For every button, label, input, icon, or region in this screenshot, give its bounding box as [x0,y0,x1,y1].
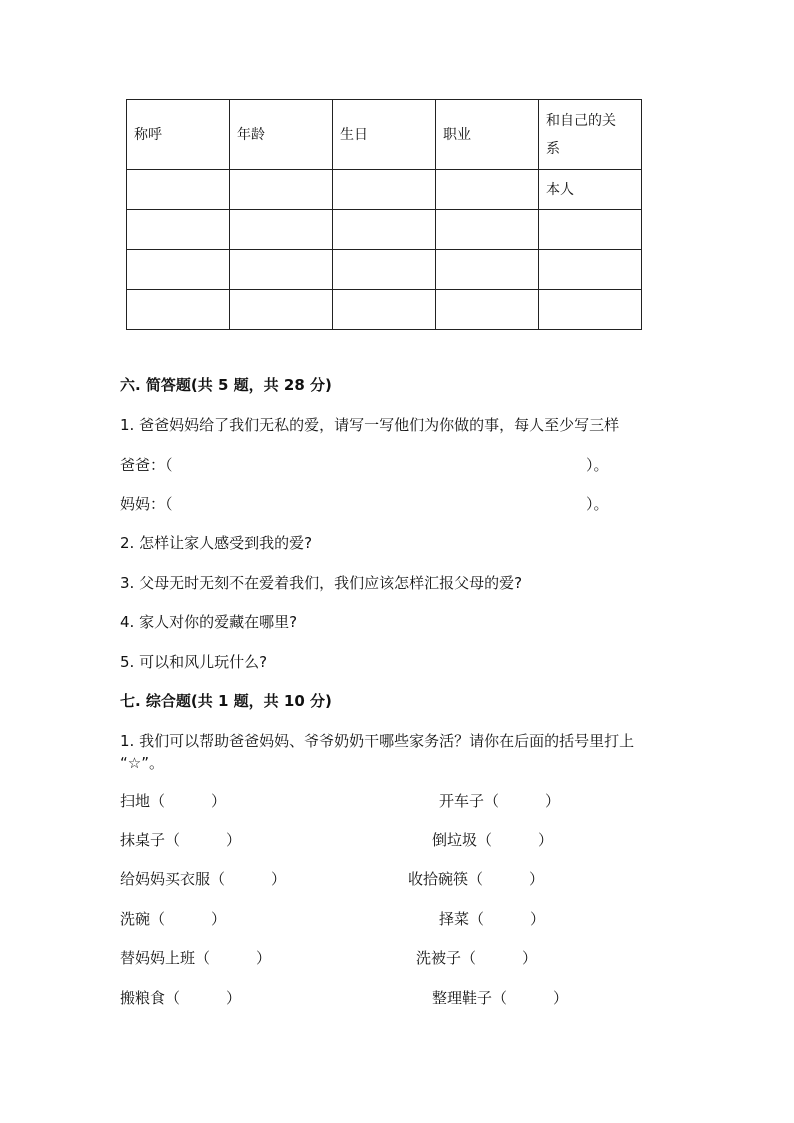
chore-label: 收拾碗筷（ [408,870,484,888]
table-cell[interactable] [436,210,539,250]
chore-item[interactable] [120,791,226,811]
chore-label: 整理鞋子（ [432,989,508,1007]
table-cell[interactable] [539,250,642,290]
chore-label: 扫地（ [120,792,166,810]
chore-label: 择菜（ [439,910,485,928]
chore-label: 洗被子（ [416,949,477,967]
table-cell[interactable] [230,290,333,330]
chore-label: 替妈妈上班（ [120,949,211,967]
mom-answer-line [120,494,173,514]
section6-heading: 六. 简答题(共 5 题，共 28 分) [120,376,332,394]
chore-close: ） [226,831,242,849]
table-cell[interactable] [436,170,539,210]
chore-label: 开车子（ [439,792,500,810]
table-row [127,250,642,290]
question-6-3: 3. 父母无时无刻不在爱着我们，我们应该怎样汇报父母的爱? [120,574,523,592]
dad-answer-blank[interactable] [186,455,586,475]
table-header-cell: 称呼 [127,100,230,170]
dad-label: 爸爸：（ [120,456,173,474]
table-cell[interactable] [230,170,333,210]
table-row [127,210,642,250]
chore-close: ） [529,870,545,888]
table-cell[interactable] [539,290,642,330]
table-cell[interactable] [127,210,230,250]
table-header-cell: 生日 [333,100,436,170]
question-6-2: 2. 怎样让家人感受到我的爱? [120,534,313,552]
chore-close: ） [226,989,242,1007]
chore-label: 给妈妈买衣服（ [120,870,226,888]
table-cell[interactable] [436,290,539,330]
table-cell[interactable] [333,210,436,250]
table-row [127,290,642,330]
table-cell[interactable] [127,250,230,290]
chore-item[interactable] [120,830,241,850]
question-7-1-line2: “☆”。 [120,754,164,772]
chore-item[interactable] [439,791,560,811]
chore-close: ） [538,831,554,849]
chore-item[interactable] [432,830,553,850]
table-cell: 本人 [539,170,642,210]
dad-close: ）。 [586,456,609,474]
chore-item[interactable] [120,869,286,889]
chore-close: ） [256,949,272,967]
family-info-table [126,99,642,330]
table-header-cell: 年龄 [230,100,333,170]
chore-item[interactable] [120,909,226,929]
table-cell[interactable] [127,170,230,210]
chore-label: 搬粮食（ [120,989,181,1007]
chore-close: ） [553,989,569,1007]
question-7-1-line1: 1. 我们可以帮助爸爸妈妈、爷爷奶奶干哪些家务活？请你在后面的括号里打上 [120,732,635,750]
table-cell[interactable] [333,250,436,290]
chore-close: ） [545,792,561,810]
table-cell[interactable] [230,210,333,250]
chore-item[interactable] [408,869,544,889]
question-6-4: 4. 家人对你的爱藏在哪里? [120,613,298,631]
chore-close: ） [530,910,546,928]
chore-item[interactable] [439,909,545,929]
section7-heading: 七. 综合题(共 1 题，共 10 分) [120,692,332,710]
dad-answer-line [120,455,173,475]
chore-label: 抹桌子（ [120,831,181,849]
table-cell[interactable] [230,250,333,290]
table-header-cell: 和自己的关系 [539,100,642,170]
chore-label: 洗碗（ [120,910,166,928]
table-cell[interactable] [333,170,436,210]
mom-answer-blank[interactable] [186,494,586,514]
chore-close: ） [271,870,287,888]
table-cell[interactable] [539,210,642,250]
chore-item[interactable] [432,988,568,1008]
chore-label: 倒垃圾（ [432,831,493,849]
chore-close: ） [211,910,227,928]
mom-label: 妈妈：（ [120,495,173,513]
table-row [127,170,642,210]
question-6-1: 1. 爸爸妈妈给了我们无私的爱，请写一写他们为你做的事，每人至少写三样 [120,416,620,434]
chore-item[interactable] [120,988,241,1008]
table-cell[interactable] [333,290,436,330]
chore-close: ） [522,949,538,967]
chore-item[interactable] [416,948,537,968]
table-cell[interactable] [127,290,230,330]
mom-close: ）。 [586,495,609,513]
chore-close: ） [211,792,227,810]
chore-item[interactable] [120,948,271,968]
table-cell[interactable] [436,250,539,290]
question-6-5: 5. 可以和风儿玩什么? [120,653,268,671]
table-header-cell: 职业 [436,100,539,170]
